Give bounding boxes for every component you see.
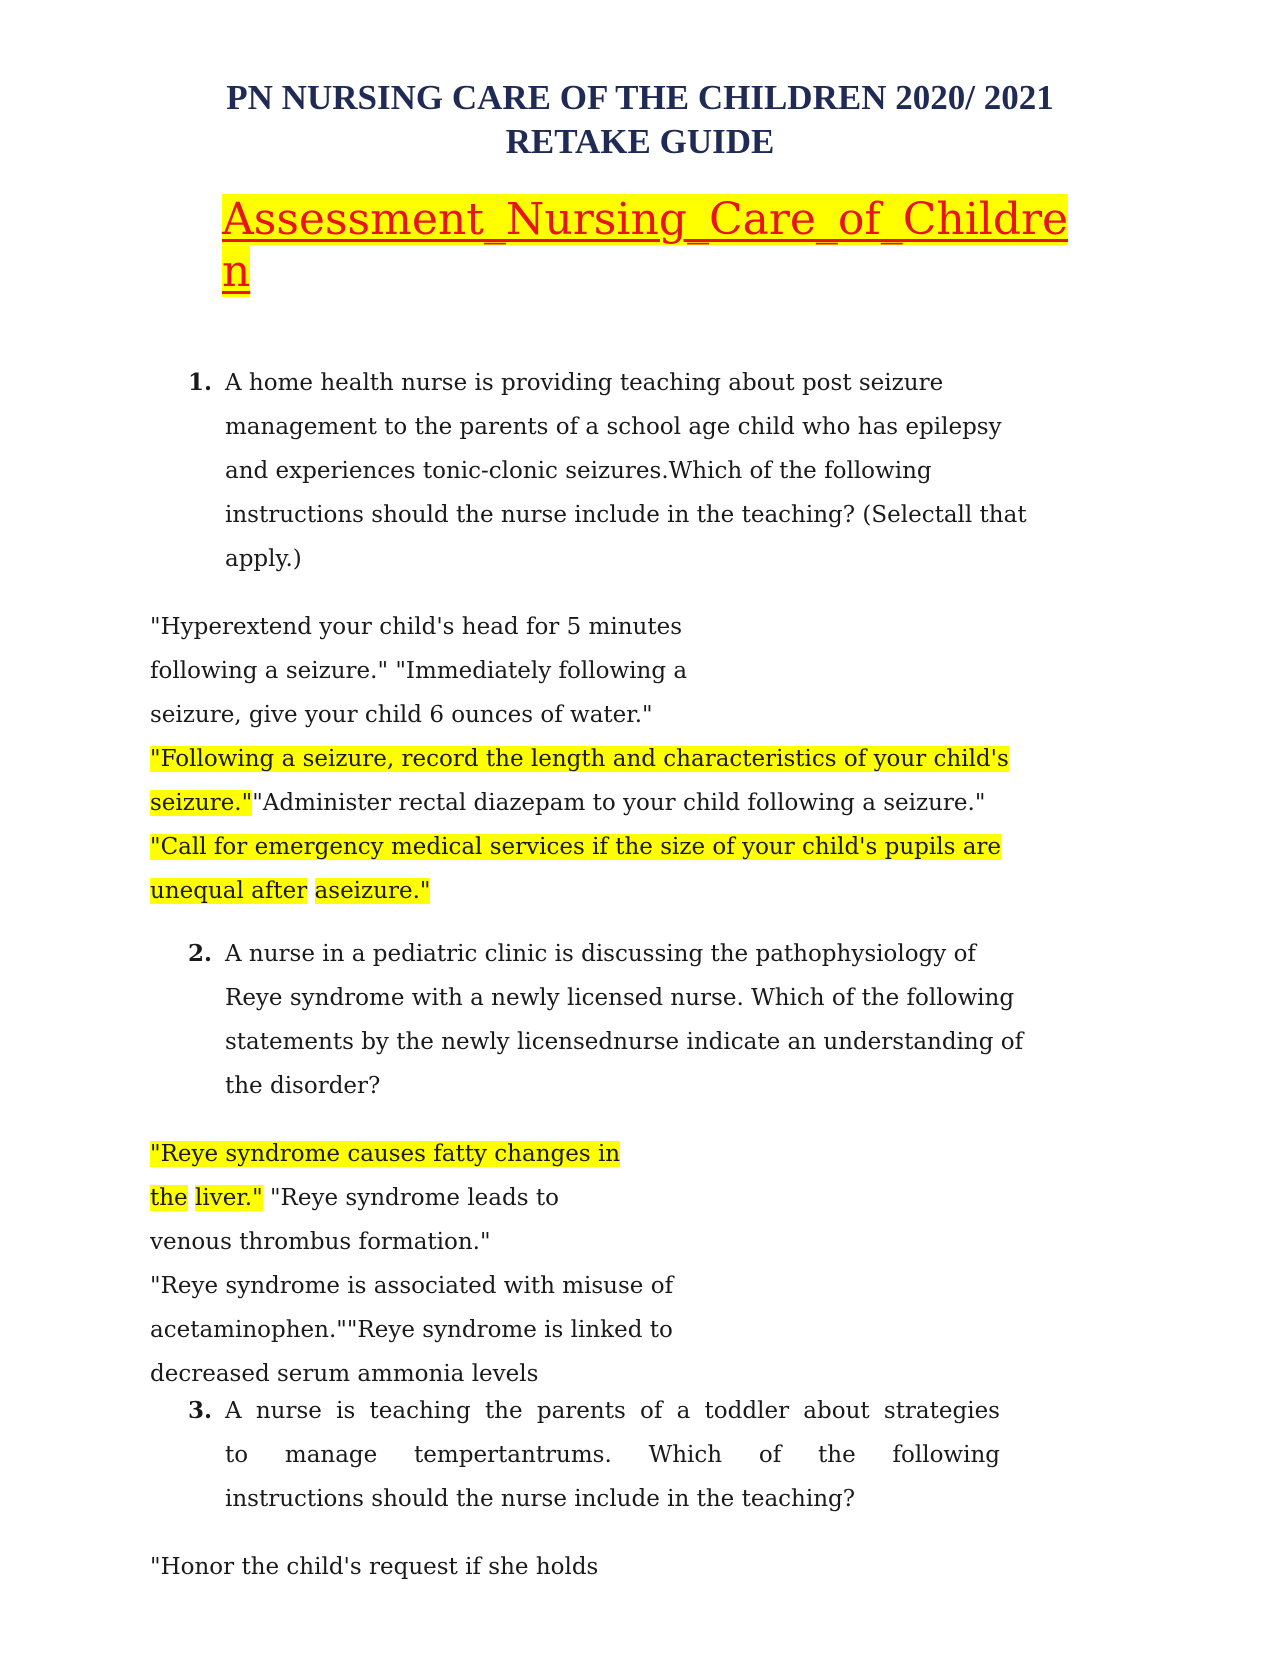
question-2-number: 2. xyxy=(188,940,213,967)
document-title xyxy=(150,76,1130,164)
correct-answer-highlight: "Call for emergency medical services if the size of your child's pupils are xyxy=(150,834,1002,860)
question-2-line: A nurse in a pediatric clinic is discussing the pathophysiology of xyxy=(225,941,976,967)
answer-option: "Reye syndrome is associated with misuse of xyxy=(150,1273,674,1299)
question-2-line: Reye syndrome with a newly licensed nurse. Which of the following xyxy=(225,985,1015,1011)
title-line-1: PN NURSING CARE OF THE CHILDREN 2020/ 2021 xyxy=(226,78,1054,117)
question-2-line: the disorder? xyxy=(225,1073,381,1099)
question-3-text xyxy=(225,1389,1000,1521)
answer-option: venous thrombus formation." xyxy=(150,1229,491,1255)
correct-answer-highlight: aseizure." xyxy=(314,878,431,904)
question-1-line: and experiences tonic-clonic seizures.Which of the following xyxy=(225,458,932,484)
question-1-line: management to the parents of a school age child who has epilepsy xyxy=(225,414,1002,440)
question-2-answers xyxy=(150,1132,673,1396)
question-2-text xyxy=(225,932,1023,1108)
question-1-number: 1. xyxy=(188,369,213,396)
answer-option: "Administer rectal diazepam to your child following a seizure." xyxy=(252,790,986,816)
question-1-text xyxy=(225,361,1027,581)
correct-answer-highlight: "Following a seizure, record the length and characteristics of your child's xyxy=(150,746,1009,772)
answer-option: decreased serum ammonia levels xyxy=(150,1361,539,1387)
question-3-number: 3. xyxy=(188,1397,213,1424)
section-heading xyxy=(222,194,1122,298)
answer-option: "Reye syndrome leads to xyxy=(262,1185,559,1211)
answer-option: acetaminophen.""Reye syndrome is linked to xyxy=(150,1317,673,1343)
correct-answer-highlight: the xyxy=(150,1185,188,1211)
question-1-answers xyxy=(150,605,1009,913)
question-3-answers xyxy=(150,1545,598,1589)
correct-answer-highlight: liver." xyxy=(194,1185,263,1211)
title-line-2: RETAKE GUIDE xyxy=(505,122,775,161)
section-heading-line-2: n xyxy=(222,246,251,297)
answer-option: "Honor the child's request if she holds xyxy=(150,1554,599,1580)
question-3-line: instructions should the nurse include in the teaching? xyxy=(225,1486,856,1512)
question-1-line: instructions should the nurse include in the teaching? (Selectall that xyxy=(225,502,1027,528)
correct-answer-highlight: seizure." xyxy=(150,790,253,816)
question-3-line: A nurse is teaching the parents of a toddler about strategies xyxy=(225,1398,1000,1424)
question-1-line: apply.) xyxy=(225,546,302,572)
question-2-line: statements by the newly licensednurse indicate an understanding of xyxy=(225,1029,1024,1055)
section-heading-line-1: Assessment_Nursing_Care_of_Childre xyxy=(222,194,1069,245)
correct-answer-highlight: unequal after xyxy=(150,878,308,904)
question-1-line: A home health nurse is providing teaching about post seizure xyxy=(225,370,944,396)
question-3-line: to manage tempertantrums. Which of the following xyxy=(225,1442,1000,1468)
answer-option: following a seizure." "Immediately following a xyxy=(150,658,688,684)
answer-option: "Hyperextend your child's head for 5 minutes xyxy=(150,614,682,640)
answer-option: seizure, give your child 6 ounces of water." xyxy=(150,702,653,728)
correct-answer-highlight: "Reye syndrome causes fatty changes in xyxy=(150,1141,621,1167)
